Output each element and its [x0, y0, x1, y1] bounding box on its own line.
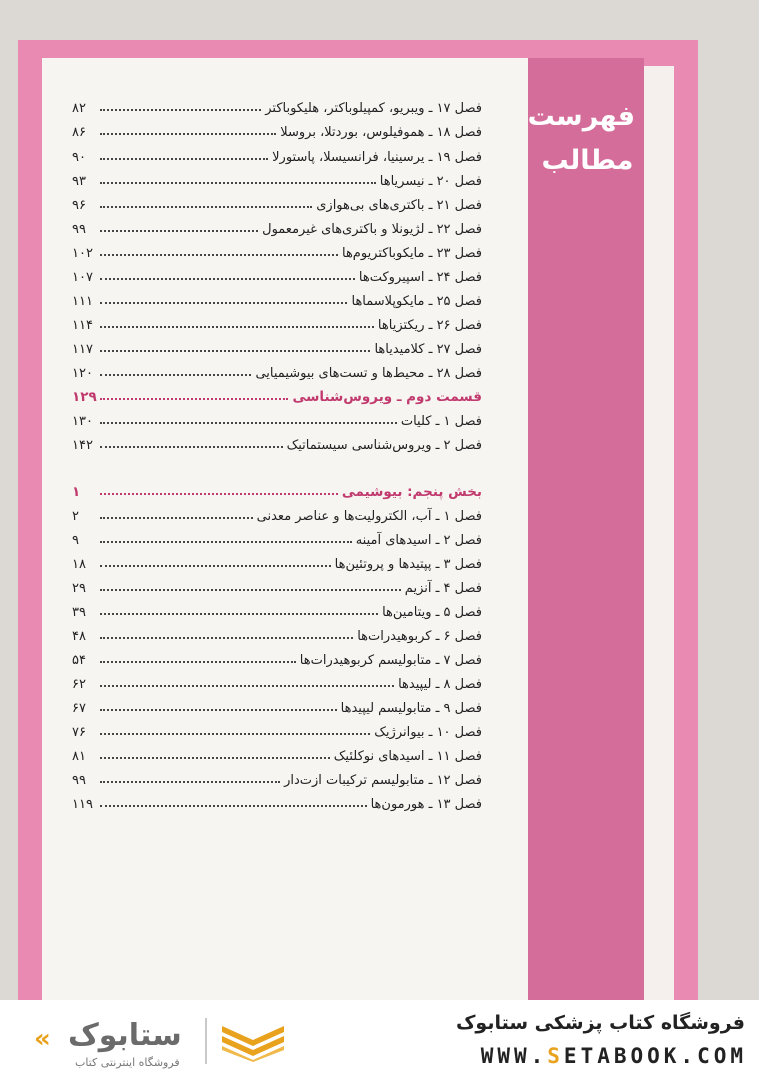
toc-entry	[72, 670, 482, 692]
toc-entry	[72, 622, 482, 644]
toc-leader-dots	[100, 350, 370, 352]
toc-entry	[72, 118, 482, 140]
toc-entry-title: فصل ۲۲ ـ لژیونلا و باکتری‌های غیرمعمول	[262, 222, 482, 237]
toc-leader-dots	[100, 398, 288, 400]
toc-entry	[72, 694, 482, 716]
toc-entry-title: فصل ۱۸ ـ هموفیلوس، بوردتلا، بروسلا	[280, 125, 482, 140]
toc-leader-dots	[100, 541, 352, 543]
title-strip	[528, 58, 644, 1000]
store-name: فروشگاه کتاب پزشکی ستابوک	[455, 1012, 745, 1034]
toc-entry-title: فصل ۶ ـ کربوهیدرات‌ها	[357, 629, 482, 644]
toc-page-number: ۹۰	[72, 150, 86, 165]
toc-page-number: ۲۹	[72, 581, 86, 596]
toc-entry	[72, 287, 482, 309]
toc-page-number: ۹۹	[72, 222, 86, 237]
toc-page-number: ۱۸	[72, 557, 86, 572]
toc-entry-title: فصل ۴ ـ آنزیم	[404, 581, 482, 596]
toc-entry-title: فصل ۲۳ ـ مایکوباکتریوم‌ها	[341, 246, 482, 261]
toc-page-number: ۶۷	[72, 701, 86, 716]
book-logo-icon	[218, 1018, 288, 1062]
toc-entry-title: فصل ۲ ـ اسیدهای آمینه	[355, 533, 482, 548]
toc-entry	[72, 191, 482, 213]
toc-entry-title: فصل ۱۱ ـ اسیدهای نوکلئیک	[333, 749, 482, 764]
toc-entry-title: فصل ۲۰ ـ نیسریاها	[379, 174, 482, 189]
toc-leader-dots	[100, 206, 312, 208]
toc-page-number: ۳۹	[72, 605, 86, 620]
toc-page-number: ۷۶	[72, 725, 86, 740]
toc-entry	[72, 335, 482, 357]
toc-entry-title: فصل ۲ ـ ویروس‌شناسی سیستماتیک	[286, 438, 482, 453]
logo-word: ستابوک	[68, 1018, 182, 1053]
toc-leader-dots	[100, 589, 401, 591]
toc-entry	[72, 718, 482, 740]
toc-entry-title: فصل ۷ ـ متابولیسم کربوهیدرات‌ها	[299, 653, 482, 668]
toc-leader-dots	[100, 374, 251, 376]
toc-entry-title: فصل ۱ ـ کلیات	[400, 414, 482, 429]
toc-page-number: ۸۱	[72, 749, 86, 764]
toc-leader-dots	[100, 805, 367, 807]
toc-entry-title: فصل ۲۵ ـ مایکوپلاسماها	[351, 294, 482, 309]
toc-leader-dots	[100, 302, 347, 304]
toc-leader-dots	[100, 733, 370, 735]
toc-page-number: ۹	[72, 533, 79, 548]
toc-entry-title: فصل ۲۷ ـ کلامیدیاها	[374, 342, 482, 357]
toc-title	[527, 95, 635, 183]
toc-entry	[72, 550, 482, 572]
toc-page-number: ۱۲۰	[72, 366, 93, 381]
toc-page-number: ۲	[72, 509, 79, 524]
toc-entry	[72, 646, 482, 668]
toc-entry	[72, 574, 482, 596]
toc-page-number: ۱۲۹	[72, 389, 97, 405]
toc-entry-title: فصل ۵ ـ ویتامین‌ها	[382, 605, 482, 620]
toc-entry-title: فصل ۲۱ ـ باکتری‌های بی‌هوازی	[316, 198, 482, 213]
toc-page-number: ۶۲	[72, 677, 86, 692]
toc-entry	[72, 311, 482, 333]
toc-leader-dots	[100, 182, 376, 184]
toc-page-number: ۱۳۰	[72, 414, 93, 429]
toc-entry-title: فصل ۱ ـ آب، الکترولیت‌ها و عناصر معدنی	[256, 509, 482, 524]
toc-page-number: ۱۱۹	[72, 797, 93, 812]
toc-page-number: ۱۱۷	[72, 342, 93, 357]
toc-page-number: ۸۲	[72, 101, 86, 116]
toc-leader-dots	[100, 565, 331, 567]
toc-entry-title: فصل ۲۸ ـ محیط‌ها و تست‌های بیوشیمیایی	[255, 366, 482, 381]
toc-section-heading	[72, 383, 482, 405]
url-rest: ETABOOK.COM	[563, 1044, 747, 1068]
toc-page-number: ۱۰۷	[72, 270, 93, 285]
toc-entry	[72, 431, 482, 453]
toc-leader-dots	[100, 757, 330, 759]
toc-leader-dots	[100, 637, 353, 639]
toc-entry	[72, 526, 482, 548]
toc-leader-dots	[100, 685, 394, 687]
toc-entry-title: فصل ۲۴ ـ اسپیروکت‌ها	[358, 270, 482, 285]
toc-leader-dots	[100, 517, 253, 519]
toc-entry	[72, 790, 482, 812]
toc-entry-title: فصل ۱۷ ـ ویبریو، کمپیلوباکتر، هلیکوباکتر	[265, 101, 482, 116]
toc-entry-title: فصل ۱۹ ـ یرسینیا، فرانسیسلا، پاستورلا	[272, 150, 482, 165]
toc-page-number: ۹۹	[72, 773, 86, 788]
toc-entry	[72, 263, 482, 285]
toc-entry	[72, 167, 482, 189]
toc-entry-title: بخش پنجم: بیوشیمی	[341, 484, 482, 500]
toc-entry	[72, 359, 482, 381]
toc-leader-dots	[100, 422, 397, 424]
toc-entry-title: فصل ۱۰ ـ بیوانرژیک	[374, 725, 482, 740]
toc-leader-dots	[100, 254, 338, 256]
toc-entry-title: قسمت دوم ـ ویروس‌شناسی	[292, 389, 482, 405]
toc-entry-title: فصل ۸ ـ لیپیدها	[398, 677, 482, 692]
toc-leader-dots	[100, 446, 283, 448]
toc-entry-title: فصل ۳ ـ پپتیدها و پروتئین‌ها	[334, 557, 482, 572]
toc-entry	[72, 215, 482, 237]
toc-entry-title: فصل ۲۶ ـ ریکتزیاها	[377, 318, 482, 333]
footer-banner	[0, 1000, 759, 1080]
toc-entry-title: فصل ۱۳ ـ هورمون‌ها	[370, 797, 482, 812]
toc-leader-dots	[100, 230, 258, 232]
toc-title-line-1: فهرست	[527, 101, 635, 132]
toc-leader-dots	[100, 133, 276, 135]
toc-leader-dots	[100, 278, 355, 280]
toc-page-number: ۹۶	[72, 198, 86, 213]
url-prefix: WWW.	[480, 1044, 548, 1068]
logo-divider	[205, 1018, 207, 1064]
toc-page-number: ۱۱۴	[72, 318, 93, 333]
toc-leader-dots	[100, 109, 261, 111]
setabook-logo	[30, 1012, 200, 1072]
toc-leader-dots	[100, 158, 268, 160]
toc-leader-dots	[100, 493, 338, 495]
toc-page-number: ۹۳	[72, 174, 86, 189]
page-edge	[644, 66, 674, 1000]
toc-page-number: ۱	[72, 484, 81, 500]
toc-entry	[72, 742, 482, 764]
toc-entry	[72, 598, 482, 620]
url-highlight: S	[547, 1044, 564, 1068]
toc-leader-dots	[100, 709, 337, 711]
toc-section-heading	[72, 478, 482, 500]
toc-entry	[72, 143, 482, 165]
toc-page-number: ۱۴۲	[72, 438, 93, 453]
toc-entry	[72, 502, 482, 524]
toc-title-line-2: مطالب	[541, 145, 634, 176]
toc-leader-dots	[100, 661, 296, 663]
toc-entry-title: فصل ۱۲ ـ متابولیسم ترکیبات ازت‌دار	[284, 773, 482, 788]
toc-entry	[72, 407, 482, 429]
logo-arrow-icon: «	[34, 1024, 51, 1054]
toc-entry	[72, 94, 482, 116]
toc-leader-dots	[100, 781, 280, 783]
toc-leader-dots	[100, 613, 378, 615]
toc-entry-title: فصل ۹ ـ متابولیسم لیپیدها	[340, 701, 482, 716]
toc-page-number: ۱۱۱	[72, 294, 93, 309]
toc-page-number: ۴۸	[72, 629, 86, 644]
toc-entry	[72, 766, 482, 788]
logo-subtitle: فروشگاه اینترنتی کتاب	[75, 1056, 180, 1069]
store-url[interactable]	[481, 1044, 747, 1068]
toc-page-number: ۱۰۲	[72, 246, 93, 261]
toc-page-number: ۵۴	[72, 653, 86, 668]
toc-page-number: ۸۶	[72, 125, 86, 140]
toc-entry	[72, 239, 482, 261]
toc-leader-dots	[100, 326, 374, 328]
